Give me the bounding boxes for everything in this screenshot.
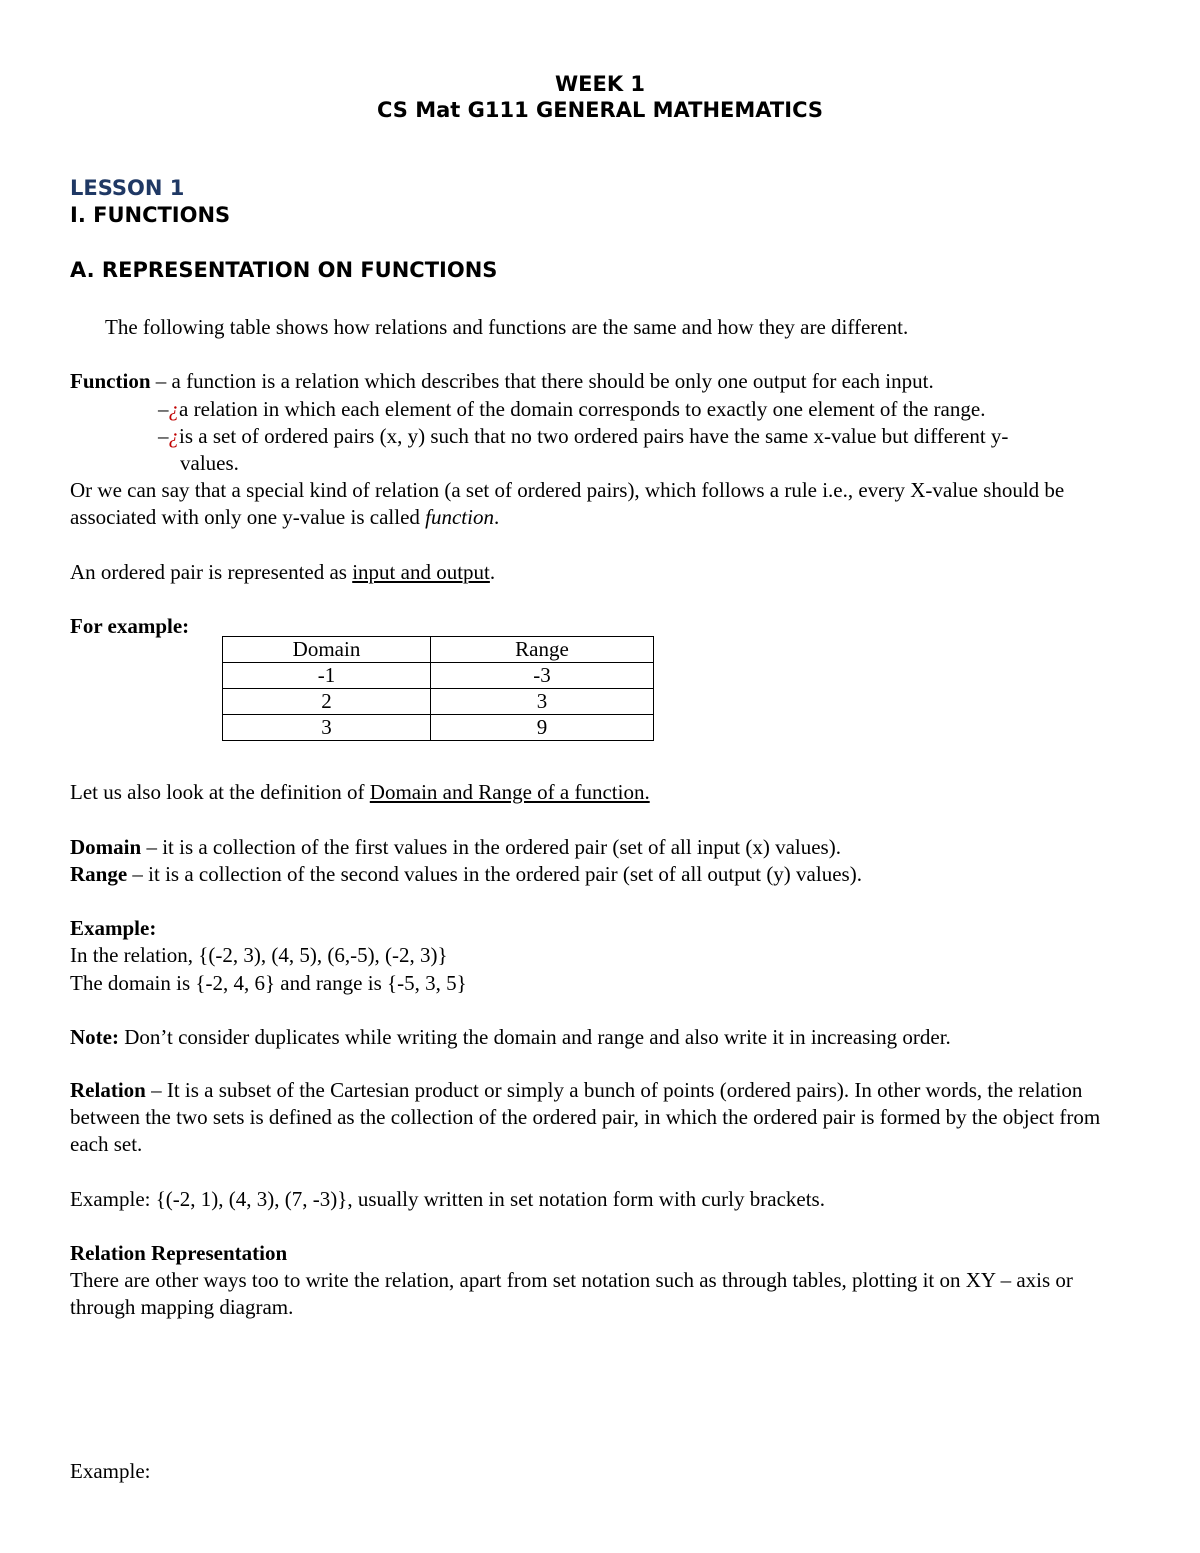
example-label [70, 915, 1130, 942]
definitions-intro-text: Let us also look at the definition of [70, 780, 370, 804]
table-cell: -1 [223, 663, 431, 689]
function-summary [70, 477, 1130, 531]
note-term: Note: [70, 1025, 119, 1049]
table-row [223, 689, 654, 715]
table-header-range: Range [431, 637, 654, 663]
ordered-pair-text: An ordered pair is represented as [70, 560, 353, 584]
function-bullet-2-cont: values. [180, 451, 239, 475]
relation-definition [70, 1077, 1130, 1158]
table-row [223, 715, 654, 741]
dash-icon: – [158, 397, 169, 421]
dash-icon: – [158, 424, 169, 448]
function-definition [70, 368, 1130, 395]
example-line-2: The domain is {-2, 4, 6} and range is {-5, 3, 5} [70, 971, 467, 995]
range-definition [70, 861, 1130, 888]
domain-definition [70, 834, 1130, 861]
relation-text: – It is a subset of the Cartesian product or simply a bunch of points (ordered pairs). In other words, the relation between the two sets is defined as the collection of the ordered pair, in which the ordered pair is formed by the object from each set. [70, 1078, 1101, 1156]
relation-rep-heading [70, 1240, 1130, 1267]
ordered-pair-line [70, 559, 1130, 586]
function-summary-term: function [425, 505, 494, 529]
function-text: – a function is a relation which describes that there should be only one output for each input. [150, 369, 934, 393]
range-term: Range [70, 862, 128, 886]
example-line-1: In the relation, {(-2, 3), (4, 5), (6,-5), (-2, 3)} [70, 943, 448, 967]
function-bullet-2-text: is a set of ordered pairs (x, y) such that no two ordered pairs have the same x-value but different y- [179, 424, 1009, 448]
week-title: WEEK 1 [554, 72, 646, 96]
example-label-text: Example: [70, 916, 157, 940]
table-header-domain: Domain [223, 637, 431, 663]
domain-range-table [222, 636, 654, 741]
range-text: – it is a collection of the second values in the ordered pair (set of all output (y) values). [127, 862, 862, 886]
domain-term: Domain [70, 835, 142, 859]
function-summary-end: . [493, 505, 500, 529]
table-header-row [223, 637, 654, 663]
table-cell: 9 [431, 715, 654, 741]
table-row [223, 663, 654, 689]
domain-text: – it is a collection of the first values in the ordered pair (set of all input (x) values). [141, 835, 841, 859]
relation-rep-text: There are other ways too to write the relation, apart from set notation such as through tables, plotting it on XY – axis or through mapping diagram. [70, 1268, 1073, 1319]
relation-rep-heading-text: Relation Representation [70, 1241, 288, 1265]
relation-term: Relation [70, 1078, 146, 1102]
intro-paragraph: The following table shows how relations and functions are the same and how they are different. [105, 315, 909, 339]
function-summary-text: Or we can say that a special kind of relation (a set of ordered pairs), which follows a rule i.e., every X-value should be associated with only one y-value is called [70, 478, 1065, 529]
lesson-label: LESSON 1 [70, 176, 185, 200]
for-example-text: For example: [70, 614, 190, 638]
table-cell: 2 [223, 689, 431, 715]
final-example-label: Example: [70, 1459, 151, 1483]
table-cell: -3 [431, 663, 654, 689]
ordered-pair-underlined: input and output [352, 560, 490, 584]
note-text: Don’t consider duplicates while writing the domain and range and also write it in increasing order. [118, 1025, 951, 1049]
table-cell: 3 [431, 689, 654, 715]
function-bullet-2 [158, 423, 1130, 450]
note-paragraph [70, 1024, 1130, 1051]
definitions-intro-underlined: Domain and Range of a function. [369, 780, 650, 804]
ordered-pair-end: . [489, 560, 496, 584]
inverted-question-icon: ¿ [168, 397, 179, 421]
section-heading: I. FUNCTIONS [70, 203, 231, 227]
function-bullet-1 [158, 396, 1130, 423]
function-bullet-1-text: a relation in which each element of the domain corresponds to exactly one element of the range. [179, 397, 986, 421]
table-cell: 3 [223, 715, 431, 741]
definitions-intro [70, 779, 1130, 806]
course-title: CS Mat G111 GENERAL MATHEMATICS [376, 98, 823, 122]
subsection-heading: A. REPRESENTATION ON FUNCTIONS [70, 258, 498, 282]
relation-example: Example: {(-2, 1), (4, 3), (7, -3)}, usually written in set notation form with curly brackets. [70, 1187, 825, 1211]
inverted-question-icon: ¿ [168, 424, 179, 448]
function-term: Function [70, 369, 151, 393]
